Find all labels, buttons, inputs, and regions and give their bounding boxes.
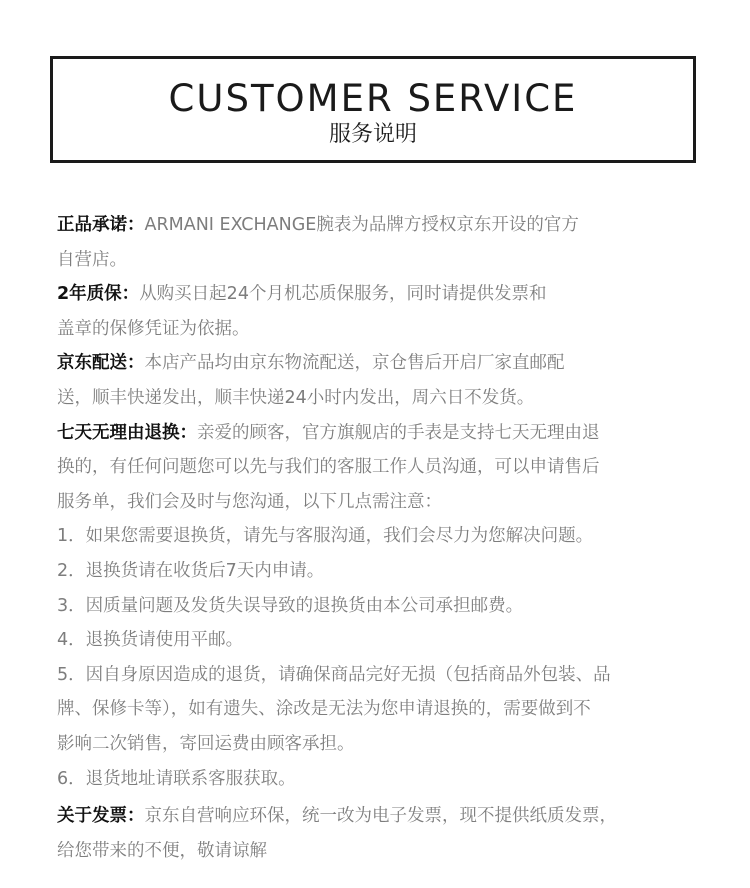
- page-title: CUSTOMER SERVICE: [168, 77, 578, 120]
- section-text: 从购买日起24个月机芯质保服务，同时请提供发票和: [139, 284, 547, 305]
- service-content: [57, 208, 737, 868]
- section-invoice: [57, 799, 737, 868]
- section-label: 京东配送：: [57, 353, 145, 374]
- section-text: ARMANI EXCHANGE腕表为品牌方授权京东开设的官方: [144, 215, 579, 235]
- section-text: 京东自营响应环保，统一改为电子发票，现不提供纸质发票，: [144, 806, 617, 827]
- list-item: 6．退货地址请联系客服获取。: [57, 768, 296, 789]
- section-label: 关于发票：: [57, 806, 145, 827]
- header-box: [50, 56, 696, 163]
- section-label: 2年质保：: [57, 284, 140, 305]
- section-text: 自营店。: [57, 249, 127, 270]
- section-authentic: [57, 208, 737, 277]
- section-label: 正品承诺：: [57, 215, 145, 235]
- section-returns: [57, 416, 737, 797]
- list-item: 2．退换货请在收货后7天内申请。: [57, 560, 325, 581]
- section-text: 本店产品均由京东物流配送，京仓售后开启厂家直邮配: [144, 353, 565, 374]
- list-item: 5．因自身原因造成的退货，请确保商品完好无损（包括商品外包装、品: [57, 664, 611, 685]
- list-item: 3．因质量问题及发货失误导致的退换货由本公司承担邮费。: [57, 595, 524, 616]
- section-delivery: [57, 346, 737, 415]
- list-item: 影响二次销售，寄回运费由顾客承担。: [57, 733, 355, 754]
- section-text: 服务单，我们会及时与您沟通，以下几点需注意：: [57, 491, 442, 512]
- list-item: 牌、保修卡等），如有遗失、涂改是无法为您申请退换的，需要做到不: [57, 699, 591, 720]
- section-label: 七天无理由退换：: [57, 422, 197, 443]
- section-text: 送，顺丰快递发出，顺丰快递24小时内发出，周六日不发货。: [57, 387, 535, 408]
- section-text: 给您带来的不便，敬请谅解: [57, 840, 267, 861]
- section-warranty: [57, 277, 737, 346]
- section-text: 盖章的保修凭证为依据。: [57, 318, 250, 339]
- section-text: 换的，有任何问题您可以先与我们的客服工作人员沟通，可以申请售后: [57, 457, 600, 478]
- page-subtitle: 服务说明: [328, 122, 417, 147]
- section-text: 亲爱的顾客，官方旗舰店的手表是支持七天无理由退: [197, 422, 600, 443]
- list-item: 1．如果您需要退换货，请先与客服沟通，我们会尽力为您解决问题。: [57, 526, 594, 547]
- list-item: 4．退换货请使用平邮。: [57, 630, 244, 651]
